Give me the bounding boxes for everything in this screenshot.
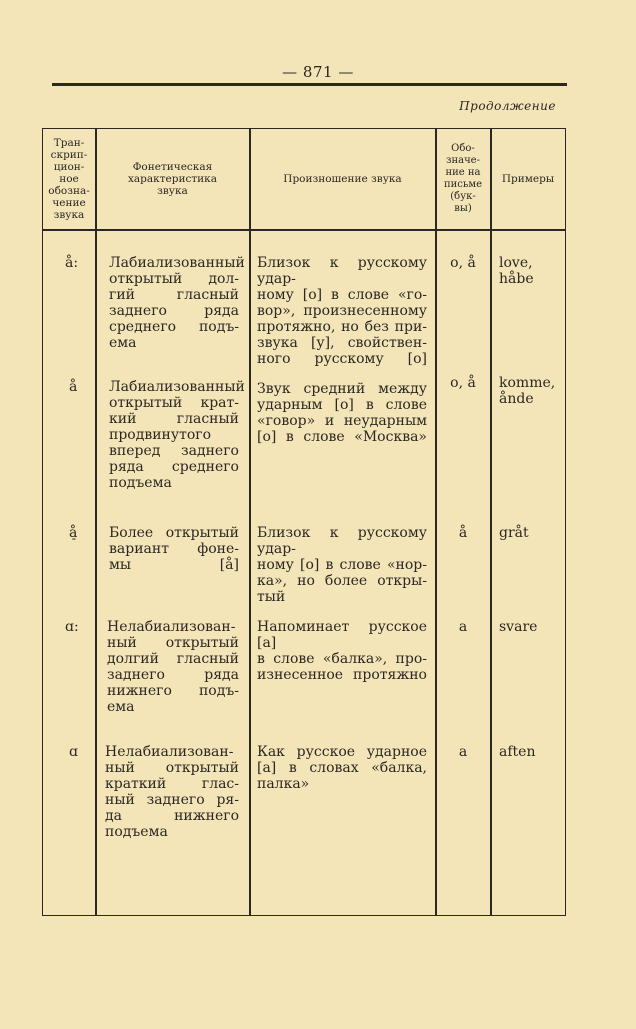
row-examples: komme, ånde <box>499 375 556 407</box>
row-letters: å <box>458 525 468 541</box>
row-phonetic: Нелабиализован- ный открытый краткий глас- ный заднего ря- да нижнего подъема <box>105 744 239 840</box>
continuation-label: Продолжение <box>459 99 556 113</box>
row-pronunciation: Близок к русскому удар- ному [о] в слове «го- вор», произнесенному протяжно, но без при- звука [у], свойствен- ного русскому [о] <box>257 255 427 367</box>
header-pronunciation: Произношение звука <box>283 173 402 185</box>
row-pronunciation: Напоминает русское [а] в слове «балка», про- изнесенное протяжно <box>257 619 427 683</box>
row-pronunciation: Как русское ударное [а] в словах «балка, палка» <box>257 744 427 792</box>
row-examples: love, håbe <box>499 255 534 287</box>
column-divider <box>95 129 97 915</box>
row-letters: о, å <box>450 375 476 391</box>
column-divider <box>435 129 437 915</box>
header-divider <box>43 229 565 231</box>
row-letters: о, å <box>450 255 476 271</box>
page-number: — 871 — <box>282 63 354 81</box>
row-phonetic: Лабиализованный открытый крат- кий гласный продвинутого вперед заднего ряда среднего подъема <box>109 379 245 491</box>
row-phonetic: Нелабиализован- ный открытый долгий гласный заднего ряда нижнего подъ- ема <box>107 619 239 715</box>
header-letter: Обо- значе- ние на письме (бук- вы) <box>443 143 483 214</box>
row-examples: aften <box>499 744 536 760</box>
header-phonetic: Фонетическая характеристика звука <box>128 161 217 197</box>
header-examples: Примеры <box>501 173 555 185</box>
row-symbol: å: <box>65 255 79 271</box>
header-rule <box>52 83 567 86</box>
row-pronunciation: Звук средний между ударным [о] в слове «говор» и неударным [о] в слове «Москва» <box>257 381 427 445</box>
row-phonetic: Лабиализованный открытый дол- гий гласный заднего ряда среднего подъ- ема <box>109 255 245 351</box>
column-divider <box>490 129 492 915</box>
phonetics-table <box>42 128 566 916</box>
row-symbol: ɑ <box>69 744 78 760</box>
column-divider <box>249 129 251 915</box>
row-symbol: ɑ: <box>65 619 79 635</box>
row-symbol: å <box>69 379 78 395</box>
header-transcription: Тран- скрип- цион- ное обозна- чение звука <box>48 137 90 221</box>
row-examples: gråt <box>499 525 529 541</box>
row-pronunciation: Близок к русскому удар- ному [о] в слове «нор- ка», но более откры- тый <box>257 525 427 605</box>
row-examples: svare <box>499 619 538 635</box>
row-phonetic: Более открытый вариант фоне- мы [å] <box>109 525 239 573</box>
row-symbol: å̠ <box>69 525 78 541</box>
row-letters: a <box>458 744 468 760</box>
row-letters: a <box>458 619 468 635</box>
